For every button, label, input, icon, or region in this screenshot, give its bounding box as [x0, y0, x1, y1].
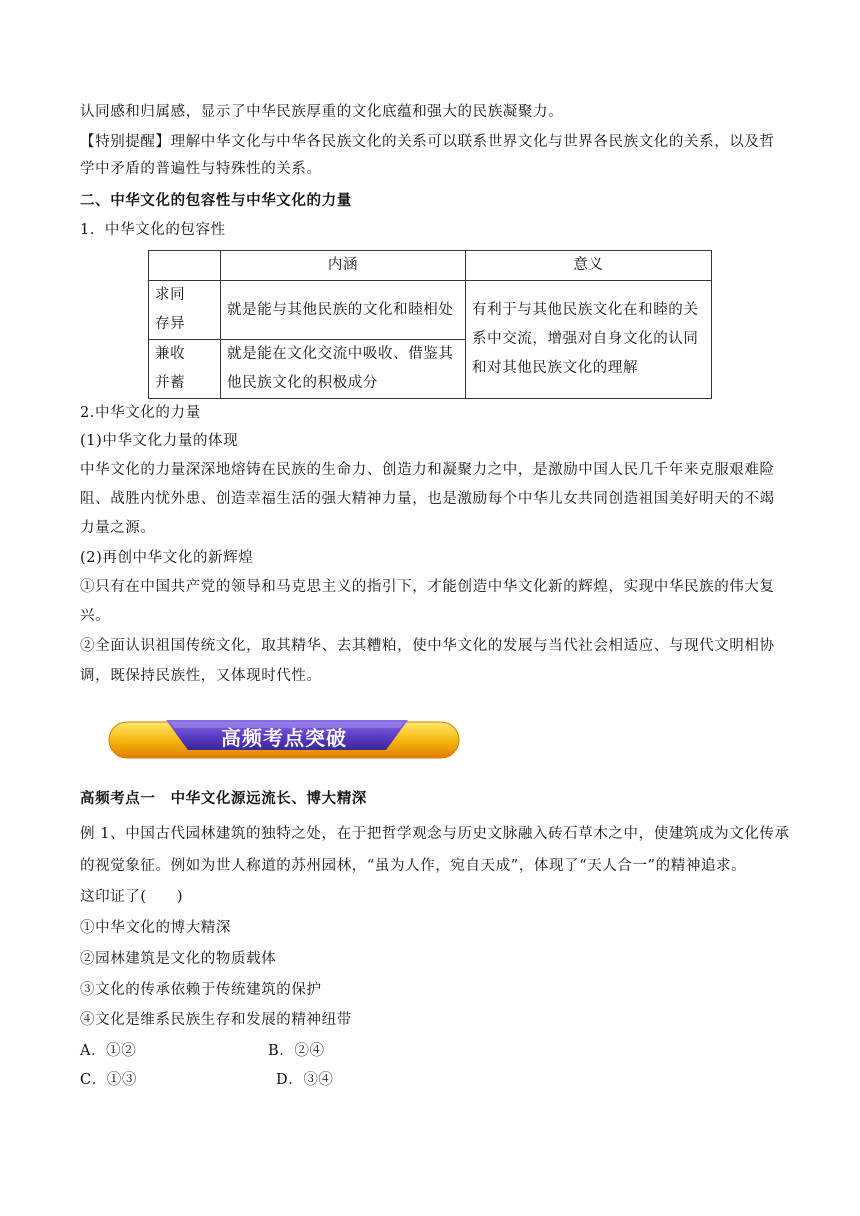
content-line: 他民族文化的积极成分	[227, 375, 378, 391]
paragraph-line: 兴。	[80, 608, 111, 624]
paragraph-line: 阻、战胜内忧外患、创造幸福生活的强大精神力量，也是激励每个中华儿女共同创造祖国美好明天的不竭	[80, 491, 775, 507]
table-row-label	[149, 340, 221, 399]
option-item: ①中华文化的博大精深	[80, 920, 231, 936]
question-line: 这印证了( )	[80, 889, 184, 905]
table-header-cell: 意义	[466, 251, 712, 281]
section-heading: 二、中华文化的包容性与中华文化的力量	[80, 192, 352, 209]
meaning-line: 和对其他民族文化的理解	[472, 360, 639, 376]
option-item: ④文化是维系民族生存和发展的精神纽带	[80, 1012, 352, 1028]
answer-choice-d: D．③④	[276, 1072, 334, 1088]
table-row	[149, 281, 712, 340]
answer-choice-c: C．①③	[80, 1072, 137, 1088]
label-line: 兼收	[155, 346, 186, 362]
paragraph-line: 调，既保持民族性，又体现时代性。	[80, 668, 322, 684]
answer-choice-b: B．②④	[268, 1043, 325, 1059]
subsection-heading: 1．中华文化的包容性	[80, 222, 226, 238]
table-cell: 就是能与其他民族的文化和睦相处	[221, 281, 466, 340]
table-cell-meaning	[466, 281, 712, 399]
label-line: 求同	[155, 287, 186, 303]
table-header-cell: 内涵	[221, 251, 466, 281]
label-line: 并蓄	[155, 375, 186, 391]
table-row-label	[149, 281, 221, 340]
point-heading: (1)中华文化力量的体现	[80, 433, 239, 449]
point-heading: (2)再创中华文化的新辉煌	[80, 550, 254, 566]
paragraph-line: 力量之源。	[80, 520, 156, 536]
paragraph-line: ①只有在中国共产党的领导和马克思主义的指引下，才能创造中华文化新的辉煌，实现中华民族的伟大复	[80, 579, 775, 595]
table-header-row	[149, 251, 712, 281]
content-line: 就是能在文化交流中吸收、借鉴其	[227, 346, 454, 362]
special-note-line: 学中矛盾的普遍性与特殊性的关系。	[80, 161, 322, 177]
table-header-cell	[149, 251, 221, 281]
paragraph-line: ②全面认识祖国传统文化，取其精华、去其糟粕，使中华文化的发展与当代社会相适应、与现代文明相协	[80, 638, 775, 654]
section-banner	[108, 716, 460, 760]
table-cell	[221, 340, 466, 399]
meaning-line: 系中交流，增强对自身文化的认同	[472, 331, 699, 347]
label-line: 存异	[155, 316, 186, 332]
subsection-heading: 2.中华文化的力量	[80, 405, 201, 421]
key-point-heading: 高频考点一 中华文化源远流长、博大精深	[80, 790, 367, 807]
meaning-line: 有利于与其他民族文化在和睦的关	[472, 302, 699, 318]
option-item: ②园林建筑是文化的物质载体	[80, 951, 277, 967]
question-line: 的视觉象征。例如为世人称道的苏州园林，“虽为人作，宛自天成”，体现了“天人合一”的精神追求。	[80, 858, 747, 874]
paragraph-line: 中华文化的力量深深地熔铸在民族的生命力、创造力和凝聚力之中，是激励中国人民几千年来克服艰难险	[80, 462, 775, 478]
inclusiveness-table	[148, 250, 712, 399]
special-note-line: 【特别提醒】理解中华文化与中华各民族文化的关系可以联系世界文化与世界各民族文化的关系，以及哲	[80, 134, 775, 150]
answer-choice-a: A．①②	[80, 1043, 137, 1059]
option-item: ③文化的传承依赖于传统建筑的保护	[80, 982, 322, 998]
question-line: 例 1、中国古代园林建筑的独特之处，在于把哲学观念与历史文脉融入砖石草木之中，使建筑成为文化传承	[80, 826, 790, 842]
banner-title: 高频考点突破	[221, 726, 347, 750]
paragraph-line: 认同感和归属感，显示了中华民族厚重的文化底蕴和强大的民族凝聚力。	[80, 104, 564, 120]
